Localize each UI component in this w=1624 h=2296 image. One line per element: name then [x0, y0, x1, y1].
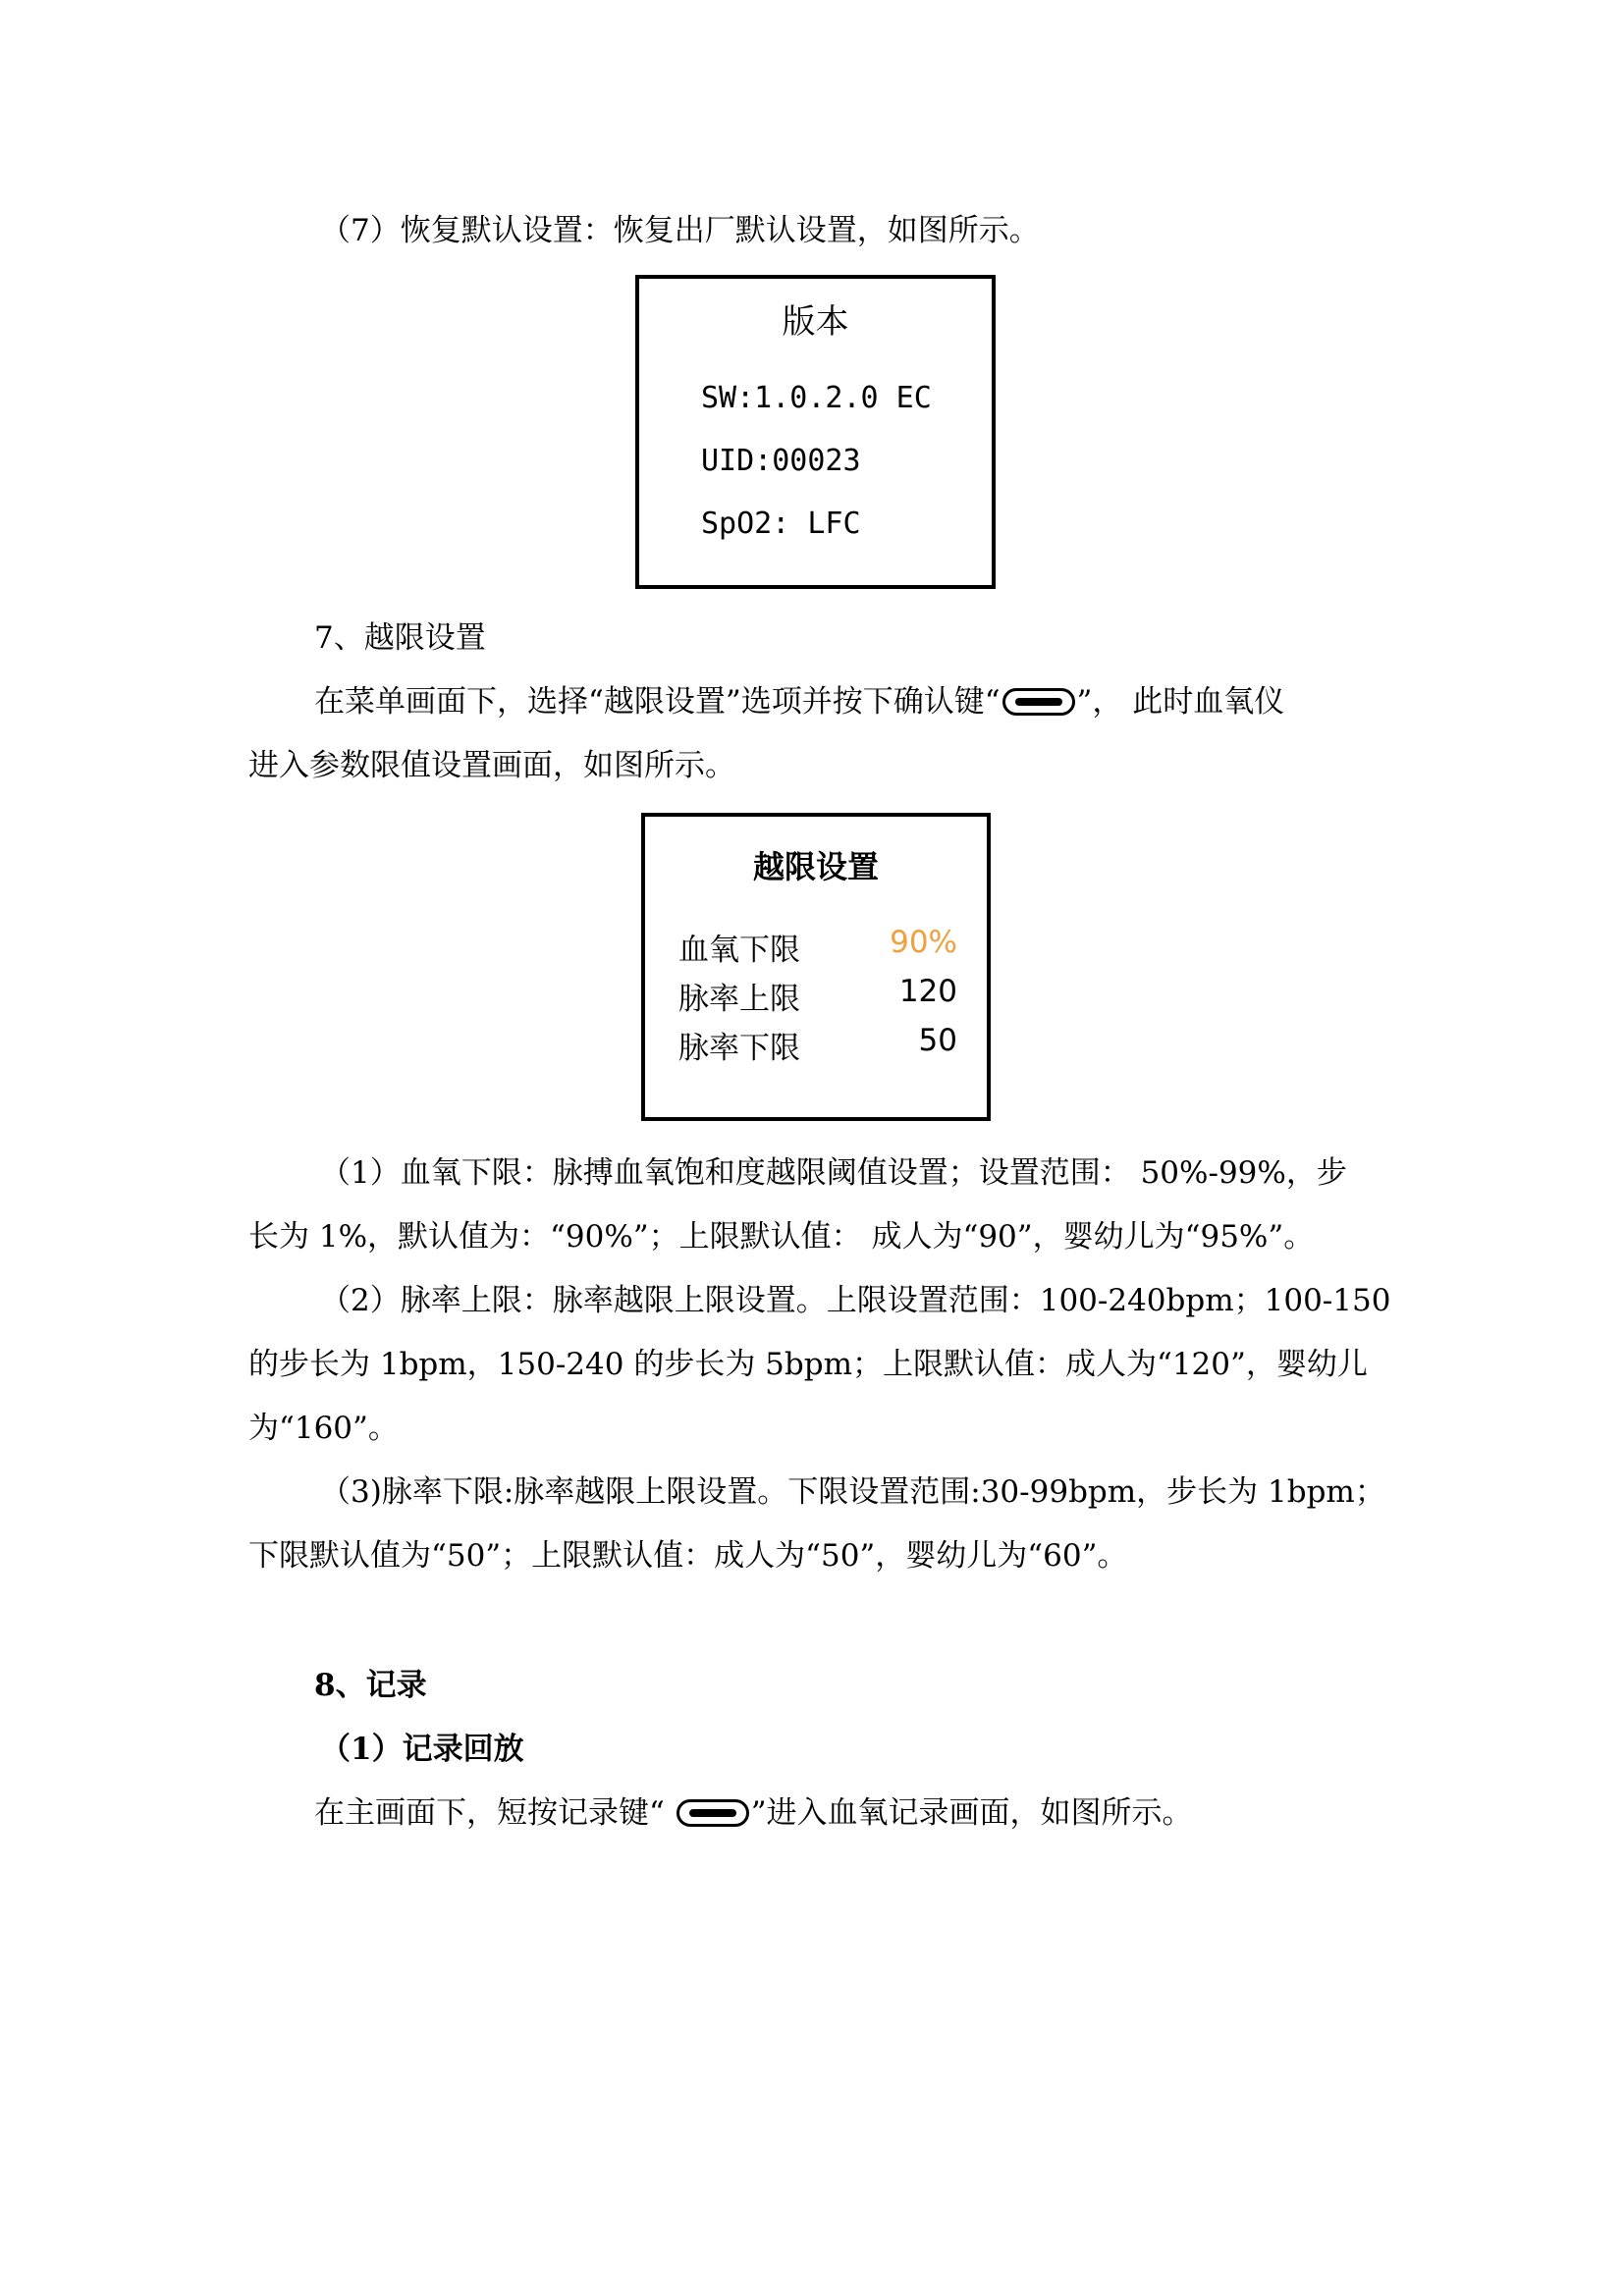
key-button-icon [677, 1799, 749, 1827]
section7-para-text-a: 在菜单画面下，选择“越限设置”选项并按下确认键“ [314, 684, 1001, 720]
section8-heading: 8、记录 [314, 1668, 427, 1703]
limit-row-value: 120 [898, 974, 957, 1009]
section8-para-text-a: 在主画面下，短按记录键“ [314, 1795, 675, 1831]
section7-heading: 7、越限设置 [314, 620, 486, 656]
section8-sub1: （1）记录回放 [320, 1732, 524, 1767]
version-screen [635, 275, 996, 589]
item1-line1: （1）血氧下限：脉搏血氧饱和度越限阈值设置；设置范围： 50%-99%，步 [320, 1155, 1347, 1191]
limit-settings-screen [641, 813, 991, 1121]
limit-row-value-highlighted: 90% [890, 925, 957, 960]
version-spo2: SpO2: LFC [701, 507, 861, 541]
key-button-icon [1002, 688, 1075, 716]
item1-line2: 长为 1%，默认值为：“90%”；上限默认值： 成人为“90”，婴幼儿为“95%”。 [248, 1219, 1315, 1255]
limit-row-label: 血氧下限 [678, 933, 800, 968]
version-uid: UID:00023 [701, 444, 861, 478]
item3-line2: 下限默认值为“50”；上限默认值：成人为“50”，婴幼儿为“60”。 [248, 1538, 1128, 1574]
item2-line2: 的步长为 1bpm，150-240 的步长为 5bpm；上限默认值：成人为“120”，婴幼儿 [248, 1347, 1368, 1382]
item3-line1: （3)脉率下限:脉率越限上限设置。下限设置范围:30-99bpm，步长为 1bpm； [320, 1474, 1385, 1510]
version-sw: SW:1.0.2.0 EC [701, 381, 932, 415]
section8-para-text-b: ”进入血氧记录画面，如图所示。 [750, 1795, 1193, 1831]
section8-para [314, 1793, 1193, 1833]
limit-row-label: 脉率下限 [678, 1031, 800, 1066]
item2-line3: 为“160”。 [248, 1411, 399, 1446]
limit-screen-title: 越限设置 [752, 848, 879, 885]
section7-para-line1 [314, 682, 1284, 721]
item2-line1: （2）脉率上限：脉率越限上限设置。上限设置范围：100-240bpm；100-150 [320, 1283, 1391, 1318]
limit-row-label: 脉率上限 [678, 982, 800, 1017]
limit-row-value: 50 [918, 1023, 957, 1058]
version-screen-title: 版本 [782, 302, 849, 342]
item-restore-defaults: （7）恢复默认设置：恢复出厂默认设置，如图所示。 [320, 213, 1040, 248]
section7-para-text-b: ”， 此时血氧仪 [1076, 684, 1285, 720]
section7-para-line2: 进入参数限值设置画面，如图所示。 [248, 748, 735, 783]
